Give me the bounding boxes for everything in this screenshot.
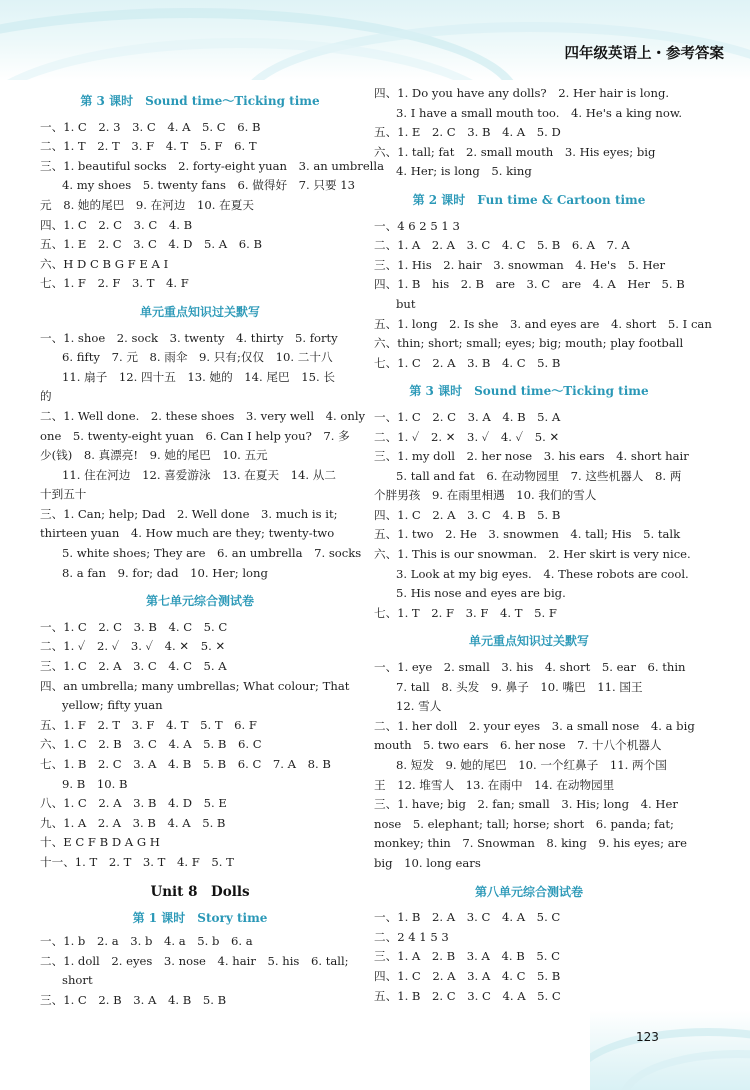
answer-line: 二、1. ✓ 2. ✕ 3. ✓ 4. ✓ 5. ✕ (374, 429, 560, 444)
answer-line: 六、1. C 2. B 3. C 4. A 5. B 6. C (40, 737, 262, 752)
answer-line: one 5. twenty-eight yuan 6. Can I help you? 7. 多 (40, 428, 350, 443)
answer-line: 八、1. C 2. A 3. B 4. D 5. E (40, 796, 227, 811)
answer-line: 7. tall 8. 头发 9. 鼻子 10. 嘴巴 11. 国王 (396, 679, 643, 694)
answer-line: 三、1. Can; help; Dad 2. Well done 3. much is it; (40, 506, 338, 521)
answer-line: 王 12. 堆雪人 13. 在雨中 14. 在动物园里 (374, 777, 615, 792)
answer-line: 一、1. C 2. 3 3. C 4. A 5. C 6. B (40, 119, 261, 134)
answer-line: 二、1. doll 2. eyes 3. nose 4. hair 5. his 6. tall; (40, 953, 349, 968)
answer-line: 二、1. ✓ 2. ✓ 3. ✓ 4. ✕ 5. ✕ (40, 639, 226, 654)
answer-line: 少(钱) 8. 真漂亮! 9. 她的尾巴 10. 五元 (40, 448, 268, 463)
answer-line: 个胖男孩 9. 在雨里相遇 10. 我们的雪人 (374, 488, 597, 503)
section-heading: 第 1 课时 Story time (132, 910, 268, 925)
answer-line: 十到五十 (40, 487, 87, 502)
section-heading: 第八单元综合测试卷 (474, 884, 583, 899)
answer-line: 三、1. beautiful socks 2. forty-eight yuan 3. an umbrella (40, 158, 385, 173)
answer-line: 四、1. C 2. A 3. A 4. C 5. B (374, 968, 561, 983)
answer-line: 七、1. F 2. F 3. T 4. F (40, 276, 189, 291)
page-header-title: 四年级英语上・参考答案 (564, 46, 724, 62)
section-heading: 第 2 课时 Fun time & Cartoon time (412, 192, 646, 207)
answer-line: 一、1. shoe 2. sock 3. twenty 4. thirty 5. forty (40, 330, 338, 345)
answer-line: monkey; thin 7. Snowman 8. king 9. his eyes; are (374, 836, 688, 851)
answer-line: 5. His nose and eyes are big. (396, 586, 566, 601)
answer-line: 二、2 4 1 5 3 (374, 929, 449, 944)
answer-line: 三、1. have; big 2. fan; small 3. His; long 4. Her (374, 797, 678, 812)
answer-line: 六、H D C B G F E A I (40, 256, 169, 271)
answer-line: 四、1. C 2. C 3. C 4. B (40, 217, 193, 232)
page-number: 123 (636, 1030, 659, 1044)
answer-line: 三、1. His 2. hair 3. snowman 4. He's 5. Her (374, 257, 666, 272)
answer-line: big 10. long ears (374, 855, 481, 870)
answer-line: 六、thin; short; small; eyes; big; mouth; play football (374, 336, 684, 351)
answer-line: 五、1. E 2. C 3. C 4. D 5. A 6. B (40, 237, 263, 252)
answer-line: 5. tall and fat 6. 在动物园里 7. 这些机器人 8. 两 (396, 468, 682, 483)
answer-line: short (62, 973, 93, 988)
answer-line: mouth 5. two ears 6. her nose 7. 十八个机器人 (374, 738, 662, 753)
answer-line: nose 5. elephant; tall; horse; short 6. panda; fat; (374, 816, 674, 831)
answer-line: 一、1. eye 2. small 3. his 4. short 5. ear 6. thin (374, 660, 686, 675)
answer-line: 十一、1. T 2. T 3. T 4. F 5. T (40, 854, 234, 869)
answer-line: 一、1. C 2. C 3. A 4. B 5. A (374, 409, 561, 424)
answer-line: 二、1. T 2. T 3. F 4. T 5. F 6. T (40, 139, 257, 154)
header-band (0, 0, 750, 80)
section-heading: 单元重点知识过关默写 (139, 304, 260, 319)
answer-line: 七、1. B 2. C 3. A 4. B 5. B 6. C 7. A 8. B (40, 757, 331, 771)
section-heading: 第七单元综合测试卷 (145, 594, 254, 609)
answer-line: 二、1. her doll 2. your eyes 3. a small nose 4. a big (374, 718, 695, 733)
answer-line: 一、1. C 2. C 3. B 4. C 5. C (40, 619, 228, 634)
right-column (374, 84, 712, 1006)
answer-line: yellow; fifty yuan (62, 698, 163, 713)
answer-line: 4. my shoes 5. twenty fans 6. 做得好 7. 只要 13 (62, 178, 356, 193)
answer-line: 四、an umbrella; many umbrellas; What colour; That (40, 678, 350, 693)
answer-line: 五、1. two 2. He 3. snowmen 4. tall; His 5. talk (374, 527, 681, 542)
answer-line: 七、1. T 2. F 3. F 4. T 5. F (374, 605, 557, 620)
answer-line: 五、1. long 2. Is she 3. and eyes are 4. short 5. I can (374, 316, 712, 331)
answer-line: 8. a fan 9. for; dad 10. Her; long (62, 565, 268, 580)
answer-line: 三、1. my doll 2. her nose 3. his ears 4. short hair (374, 449, 689, 464)
answer-line: 一、1. b 2. a 3. b 4. a 5. b 6. a (40, 934, 253, 949)
answer-line: 元 8. 她的尾巴 9. 在河边 10. 在夏天 (40, 197, 254, 212)
left-column (40, 92, 385, 1011)
answer-line: 五、1. B 2. C 3. C 4. A 5. C (374, 988, 561, 1003)
section-heading: 第 3 课时 Sound time～Ticking time (409, 384, 649, 399)
answer-line: 三、1. A 2. B 3. A 4. B 5. C (374, 949, 560, 964)
answer-line: 4. Her; is long 5. king (396, 164, 532, 179)
answer-line: 三、1. C 2. B 3. A 4. B 5. B (40, 992, 227, 1007)
answer-line: 六、1. This is our snowman. 2. Her skirt is very nice. (374, 547, 691, 562)
footer-band (590, 1010, 750, 1090)
answer-line: 三、1. C 2. A 3. C 4. C 5. A (40, 659, 227, 674)
answer-line: 11. 住在河边 12. 喜爱游泳 13. 在夏天 14. 从二 (62, 467, 336, 482)
answer-line: but (396, 296, 416, 311)
answer-line: 五、1. E 2. C 3. B 4. A 5. D (374, 125, 561, 140)
answer-line: 11. 扇子 12. 四十五 13. 她的 14. 尾巴 15. 长 (62, 369, 335, 384)
answer-line: 9. B 10. B (62, 776, 128, 791)
unit-title: Unit 8 Dolls (150, 883, 250, 900)
answer-line: 一、1. B 2. A 3. C 4. A 5. C (374, 910, 561, 925)
answer-line: 六、1. tall; fat 2. small mouth 3. His eyes; big (374, 144, 656, 159)
answer-line: 四、1. B his 2. B are 3. C are 4. A Her 5. B (374, 277, 685, 292)
answer-line: 九、1. A 2. A 3. B 4. A 5. B (40, 815, 226, 830)
answer-line: 的 (40, 389, 52, 404)
answer-line: 十、E C F B D A G H (40, 835, 160, 850)
answer-line: 一、4 6 2 5 1 3 (374, 218, 460, 233)
answer-line: thirteen yuan 4. How much are they; twenty-two (40, 526, 335, 541)
answer-line: 七、1. C 2. A 3. B 4. C 5. B (374, 355, 561, 370)
answer-line: 二、1. A 2. A 3. C 4. C 5. B 6. A 7. A (374, 238, 630, 253)
answer-line: 3. Look at my big eyes. 4. These robots are cool. (396, 566, 689, 581)
answer-line: 12. 雪人 (396, 699, 442, 714)
section-heading: 第 3 课时 Sound time～Ticking time (80, 94, 320, 108)
answer-line: 6. fifty 7. 元 8. 雨伞 9. 只有;仅仅 10. 二十八 (62, 350, 333, 365)
answer-line: 四、1. C 2. A 3. C 4. B 5. B (374, 507, 561, 522)
answer-line: 3. I have a small mouth too. 4. He's a king now. (396, 105, 683, 120)
answer-line: 二、1. Well done. 2. these shoes 3. very well 4. only (40, 408, 366, 423)
answer-line: 四、1. Do you have any dolls? 2. Her hair is long. (374, 86, 670, 100)
answer-line: 五、1. F 2. T 3. F 4. T 5. T 6. F (40, 717, 257, 732)
answer-line: 5. white shoes; They are 6. an umbrella 7. socks (62, 546, 362, 561)
section-heading: 单元重点知识过关默写 (468, 634, 589, 649)
answer-line: 8. 短发 9. 她的尾巴 10. 一个红鼻子 11. 两个国 (396, 758, 667, 772)
